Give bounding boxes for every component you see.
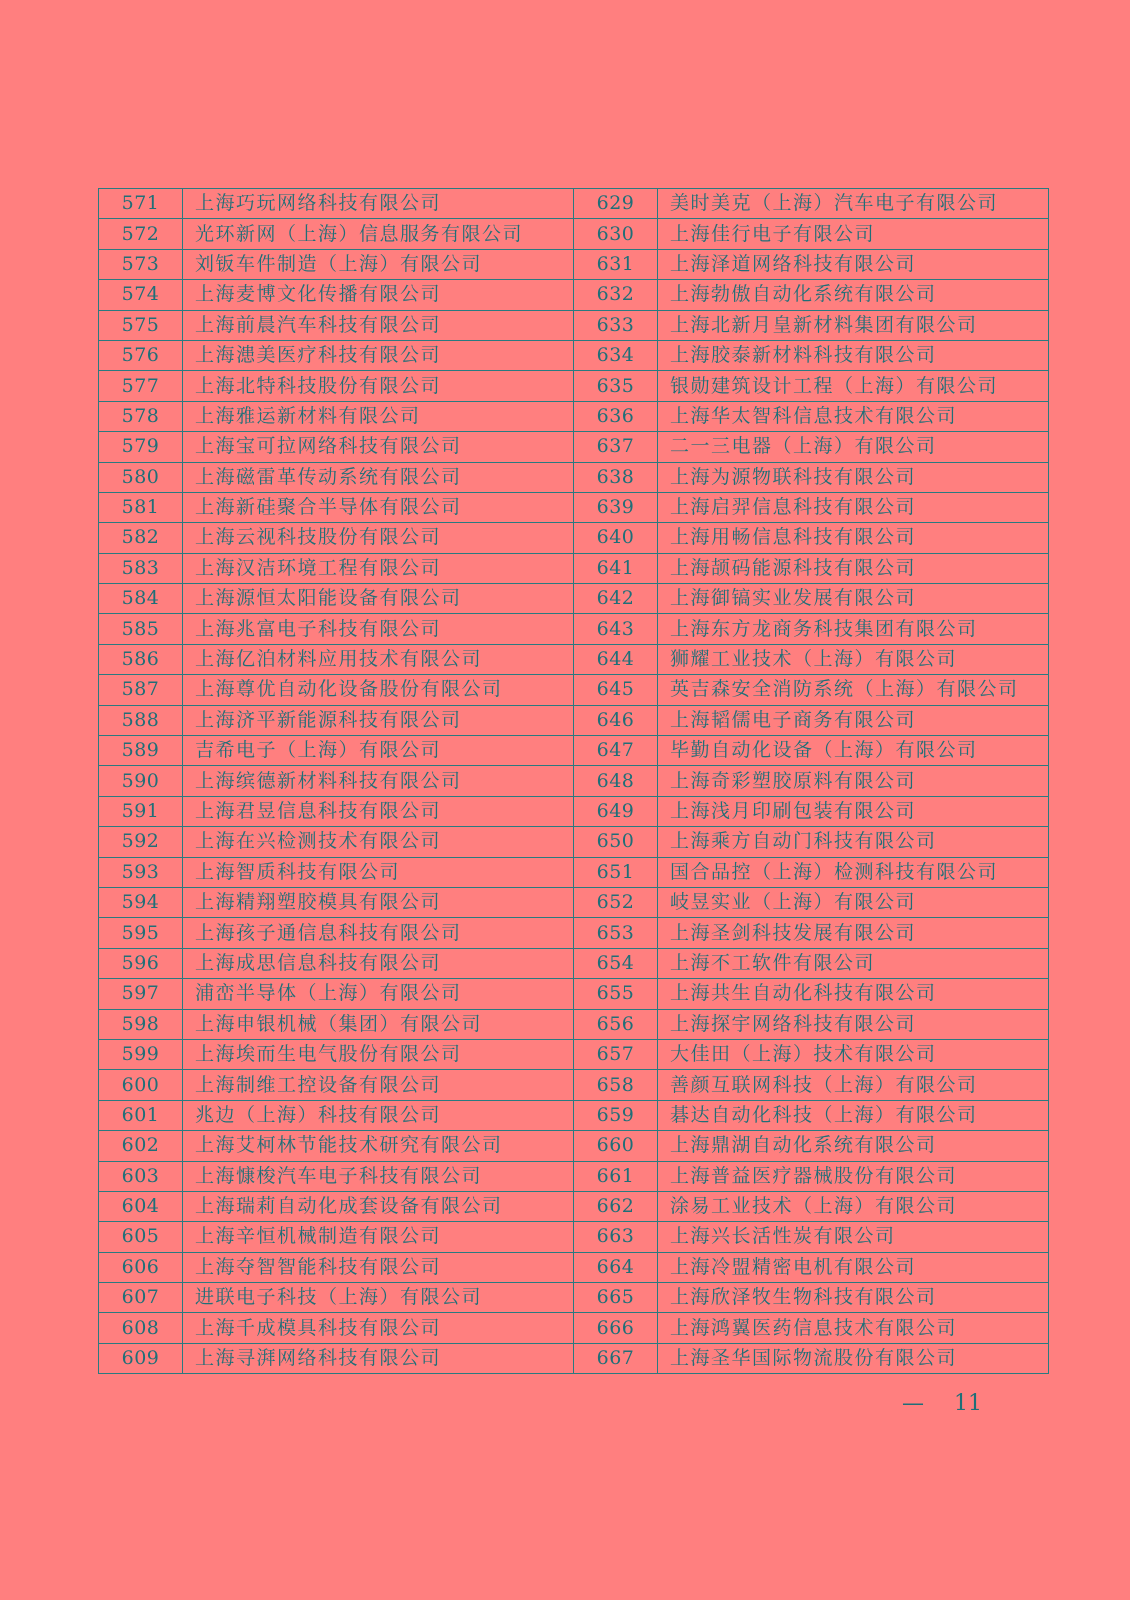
page-footer <box>902 1391 982 1416</box>
company-name-left: 上海智质科技有限公司 <box>183 857 574 887</box>
table-row <box>99 189 1049 219</box>
company-name-left: 上海新硅聚合半导体有限公司 <box>183 492 574 522</box>
table-row <box>99 979 1049 1009</box>
table-row <box>99 371 1049 401</box>
row-number-right: 648 <box>574 766 658 796</box>
company-name-left: 上海漶美医疗科技有限公司 <box>183 340 574 370</box>
row-number-left: 590 <box>99 766 183 796</box>
row-number-left: 602 <box>99 1131 183 1161</box>
company-name-right: 碁达自动化科技（上海）有限公司 <box>658 1100 1049 1130</box>
row-number-left: 600 <box>99 1070 183 1100</box>
company-name-left: 上海济平新能源科技有限公司 <box>183 705 574 735</box>
table-row <box>99 918 1049 948</box>
row-number-left: 583 <box>99 553 183 583</box>
company-name-left: 上海埃而生电气股份有限公司 <box>183 1039 574 1069</box>
row-number-left: 577 <box>99 371 183 401</box>
table-row <box>99 249 1049 279</box>
company-name-right: 上海佳行电子有限公司 <box>658 219 1049 249</box>
company-name-left: 上海艾柯林节能技术研究有限公司 <box>183 1131 574 1161</box>
company-name-left: 上海汉洁环境工程有限公司 <box>183 553 574 583</box>
company-name-left: 上海前晨汽车科技有限公司 <box>183 310 574 340</box>
row-number-left: 585 <box>99 614 183 644</box>
row-number-left: 591 <box>99 796 183 826</box>
row-number-left: 601 <box>99 1100 183 1130</box>
table-row <box>99 675 1049 705</box>
row-number-right: 629 <box>574 189 658 219</box>
row-number-left: 588 <box>99 705 183 735</box>
company-name-left: 上海缤德新材料科技有限公司 <box>183 766 574 796</box>
table-row <box>99 1070 1049 1100</box>
row-number-right: 660 <box>574 1131 658 1161</box>
company-name-left: 上海北特科技股份有限公司 <box>183 371 574 401</box>
row-number-right: 642 <box>574 584 658 614</box>
row-number-left: 596 <box>99 948 183 978</box>
company-list-body <box>99 189 1049 1374</box>
row-number-left: 581 <box>99 492 183 522</box>
table-row <box>99 584 1049 614</box>
company-name-right: 岐昱实业（上海）有限公司 <box>658 887 1049 917</box>
company-name-left: 浦峦半导体（上海）有限公司 <box>183 979 574 1009</box>
row-number-right: 650 <box>574 827 658 857</box>
row-number-left: 572 <box>99 219 183 249</box>
company-name-right: 上海浅月印刷包装有限公司 <box>658 796 1049 826</box>
company-name-left: 上海瑞莉自动化成套设备有限公司 <box>183 1191 574 1221</box>
company-name-left: 上海巧玩网络科技有限公司 <box>183 189 574 219</box>
row-number-right: 654 <box>574 948 658 978</box>
company-name-right: 上海华太智科信息技术有限公司 <box>658 401 1049 431</box>
table-row <box>99 1313 1049 1343</box>
row-number-right: 656 <box>574 1009 658 1039</box>
row-number-right: 647 <box>574 736 658 766</box>
table-row <box>99 705 1049 735</box>
row-number-right: 649 <box>574 796 658 826</box>
table-row <box>99 462 1049 492</box>
row-number-left: 571 <box>99 189 183 219</box>
company-name-right: 英吉森安全消防系统（上海）有限公司 <box>658 675 1049 705</box>
table-row <box>99 1039 1049 1069</box>
company-name-left: 刘钣车件制造（上海）有限公司 <box>183 249 574 279</box>
table-row <box>99 614 1049 644</box>
row-number-left: 578 <box>99 401 183 431</box>
table-row <box>99 340 1049 370</box>
table-row <box>99 1343 1049 1373</box>
table-row <box>99 857 1049 887</box>
company-name-right: 国合品控（上海）检测科技有限公司 <box>658 857 1049 887</box>
table-row <box>99 644 1049 674</box>
row-number-left: 604 <box>99 1191 183 1221</box>
table-row <box>99 1131 1049 1161</box>
row-number-left: 595 <box>99 918 183 948</box>
company-name-right: 上海御镐实业发展有限公司 <box>658 584 1049 614</box>
row-number-right: 667 <box>574 1343 658 1373</box>
table-row <box>99 1222 1049 1252</box>
company-name-right: 上海勃傲自动化系统有限公司 <box>658 280 1049 310</box>
company-name-right: 银勋建筑设计工程（上海）有限公司 <box>658 371 1049 401</box>
company-name-right: 上海乘方自动门科技有限公司 <box>658 827 1049 857</box>
company-name-left: 上海麦博文化传播有限公司 <box>183 280 574 310</box>
company-name-right: 狮耀工业技术（上海）有限公司 <box>658 644 1049 674</box>
row-number-left: 582 <box>99 523 183 553</box>
row-number-right: 666 <box>574 1313 658 1343</box>
row-number-right: 657 <box>574 1039 658 1069</box>
company-name-left: 上海辛恒机械制造有限公司 <box>183 1222 574 1252</box>
company-name-left: 上海精翔塑胶模具有限公司 <box>183 887 574 917</box>
company-name-right: 上海东方龙商务科技集团有限公司 <box>658 614 1049 644</box>
company-name-right: 上海北新月皇新材料集团有限公司 <box>658 310 1049 340</box>
row-number-left: 594 <box>99 887 183 917</box>
row-number-right: 635 <box>574 371 658 401</box>
company-name-right: 上海兴长活性炭有限公司 <box>658 1222 1049 1252</box>
company-name-right: 涂易工业技术（上海）有限公司 <box>658 1191 1049 1221</box>
company-name-left: 上海成思信息科技有限公司 <box>183 948 574 978</box>
row-number-left: 609 <box>99 1343 183 1373</box>
company-name-right: 上海鸿翼医药信息技术有限公司 <box>658 1313 1049 1343</box>
company-name-left: 上海千成模具科技有限公司 <box>183 1313 574 1343</box>
table-row <box>99 523 1049 553</box>
row-number-left: 607 <box>99 1283 183 1313</box>
row-number-right: 661 <box>574 1161 658 1191</box>
company-name-right: 上海泽道网络科技有限公司 <box>658 249 1049 279</box>
row-number-right: 636 <box>574 401 658 431</box>
row-number-right: 633 <box>574 310 658 340</box>
company-name-left: 上海申银机械（集团）有限公司 <box>183 1009 574 1039</box>
row-number-right: 651 <box>574 857 658 887</box>
row-number-left: 573 <box>99 249 183 279</box>
footer-dash: — <box>902 1391 924 1416</box>
company-name-right: 毕勤自动化设备（上海）有限公司 <box>658 736 1049 766</box>
company-name-left: 上海宝可拉网络科技有限公司 <box>183 432 574 462</box>
row-number-right: 637 <box>574 432 658 462</box>
page-number: 11 <box>954 1391 982 1416</box>
row-number-right: 652 <box>574 887 658 917</box>
company-name-right: 上海颉码能源科技有限公司 <box>658 553 1049 583</box>
row-number-right: 663 <box>574 1222 658 1252</box>
company-name-left: 上海孩子通信息科技有限公司 <box>183 918 574 948</box>
row-number-left: 576 <box>99 340 183 370</box>
row-number-right: 653 <box>574 918 658 948</box>
row-number-left: 599 <box>99 1039 183 1069</box>
table-row <box>99 948 1049 978</box>
company-name-left: 上海亿泊材料应用技术有限公司 <box>183 644 574 674</box>
row-number-left: 587 <box>99 675 183 705</box>
company-name-left: 上海源恒太阳能设备有限公司 <box>183 584 574 614</box>
row-number-right: 658 <box>574 1070 658 1100</box>
company-name-left: 上海君昱信息科技有限公司 <box>183 796 574 826</box>
company-name-left: 上海尊优自动化设备股份有限公司 <box>183 675 574 705</box>
company-name-left: 上海云视科技股份有限公司 <box>183 523 574 553</box>
row-number-right: 664 <box>574 1252 658 1282</box>
company-name-right: 二一三电器（上海）有限公司 <box>658 432 1049 462</box>
table-row <box>99 1100 1049 1130</box>
table-row <box>99 736 1049 766</box>
row-number-left: 593 <box>99 857 183 887</box>
row-number-left: 608 <box>99 1313 183 1343</box>
table-row <box>99 280 1049 310</box>
row-number-right: 640 <box>574 523 658 553</box>
company-name-right: 上海不工软件有限公司 <box>658 948 1049 978</box>
row-number-left: 597 <box>99 979 183 1009</box>
company-name-left: 上海雅运新材料有限公司 <box>183 401 574 431</box>
row-number-left: 589 <box>99 736 183 766</box>
company-name-right: 上海用畅信息科技有限公司 <box>658 523 1049 553</box>
row-number-right: 631 <box>574 249 658 279</box>
table-row <box>99 401 1049 431</box>
company-name-right: 上海圣华国际物流股份有限公司 <box>658 1343 1049 1373</box>
company-name-right: 上海欣泽牧生物科技有限公司 <box>658 1283 1049 1313</box>
row-number-right: 632 <box>574 280 658 310</box>
company-name-right: 上海探宇网络科技有限公司 <box>658 1009 1049 1039</box>
row-number-right: 634 <box>574 340 658 370</box>
row-number-right: 645 <box>574 675 658 705</box>
table-row <box>99 1252 1049 1282</box>
table-row <box>99 492 1049 522</box>
row-number-right: 646 <box>574 705 658 735</box>
row-number-right: 638 <box>574 462 658 492</box>
company-name-left: 上海在兴检测技术有限公司 <box>183 827 574 857</box>
company-list-table <box>98 188 1049 1374</box>
row-number-right: 644 <box>574 644 658 674</box>
company-name-right: 上海启羿信息科技有限公司 <box>658 492 1049 522</box>
row-number-left: 580 <box>99 462 183 492</box>
company-name-right: 上海圣剑科技发展有限公司 <box>658 918 1049 948</box>
company-name-right: 善颜互联网科技（上海）有限公司 <box>658 1070 1049 1100</box>
company-name-left: 上海夺智智能科技有限公司 <box>183 1252 574 1282</box>
company-name-left: 上海制维工控设备有限公司 <box>183 1070 574 1100</box>
table-row <box>99 887 1049 917</box>
row-number-left: 605 <box>99 1222 183 1252</box>
company-name-right: 上海为源物联科技有限公司 <box>658 462 1049 492</box>
row-number-right: 630 <box>574 219 658 249</box>
row-number-left: 598 <box>99 1009 183 1039</box>
row-number-right: 659 <box>574 1100 658 1130</box>
company-name-left: 吉希电子（上海）有限公司 <box>183 736 574 766</box>
table-row <box>99 432 1049 462</box>
company-name-left: 光环新网（上海）信息服务有限公司 <box>183 219 574 249</box>
company-name-right: 上海韬儒电子商务有限公司 <box>658 705 1049 735</box>
row-number-right: 662 <box>574 1191 658 1221</box>
table-row <box>99 219 1049 249</box>
row-number-right: 643 <box>574 614 658 644</box>
company-name-right: 美时美克（上海）汽车电子有限公司 <box>658 189 1049 219</box>
row-number-left: 575 <box>99 310 183 340</box>
row-number-right: 641 <box>574 553 658 583</box>
company-name-left: 进联电子科技（上海）有限公司 <box>183 1283 574 1313</box>
row-number-left: 574 <box>99 280 183 310</box>
row-number-right: 665 <box>574 1283 658 1313</box>
row-number-left: 592 <box>99 827 183 857</box>
company-name-right: 上海鼎湖自动化系统有限公司 <box>658 1131 1049 1161</box>
row-number-left: 606 <box>99 1252 183 1282</box>
row-number-left: 584 <box>99 584 183 614</box>
company-name-left: 兆边（上海）科技有限公司 <box>183 1100 574 1130</box>
company-name-left: 上海寻湃网络科技有限公司 <box>183 1343 574 1373</box>
table-row <box>99 766 1049 796</box>
company-name-right: 大佳田（上海）技术有限公司 <box>658 1039 1049 1069</box>
row-number-right: 639 <box>574 492 658 522</box>
company-name-left: 上海慷梭汽车电子科技有限公司 <box>183 1161 574 1191</box>
table-row <box>99 553 1049 583</box>
table-row <box>99 1009 1049 1039</box>
row-number-right: 655 <box>574 979 658 1009</box>
company-name-right: 上海共生自动化科技有限公司 <box>658 979 1049 1009</box>
row-number-left: 586 <box>99 644 183 674</box>
company-name-right: 上海普益医疗器械股份有限公司 <box>658 1161 1049 1191</box>
table-row <box>99 310 1049 340</box>
row-number-left: 603 <box>99 1161 183 1191</box>
company-name-right: 上海胶泰新材料科技有限公司 <box>658 340 1049 370</box>
company-name-left: 上海磁雷革传动系统有限公司 <box>183 462 574 492</box>
table-row <box>99 827 1049 857</box>
table-row <box>99 1283 1049 1313</box>
row-number-left: 579 <box>99 432 183 462</box>
company-name-right: 上海奇彩塑胶原料有限公司 <box>658 766 1049 796</box>
company-name-right: 上海冷盟精密电机有限公司 <box>658 1252 1049 1282</box>
company-name-left: 上海兆富电子科技有限公司 <box>183 614 574 644</box>
table-row <box>99 1161 1049 1191</box>
table-row <box>99 1191 1049 1221</box>
table-row <box>99 796 1049 826</box>
